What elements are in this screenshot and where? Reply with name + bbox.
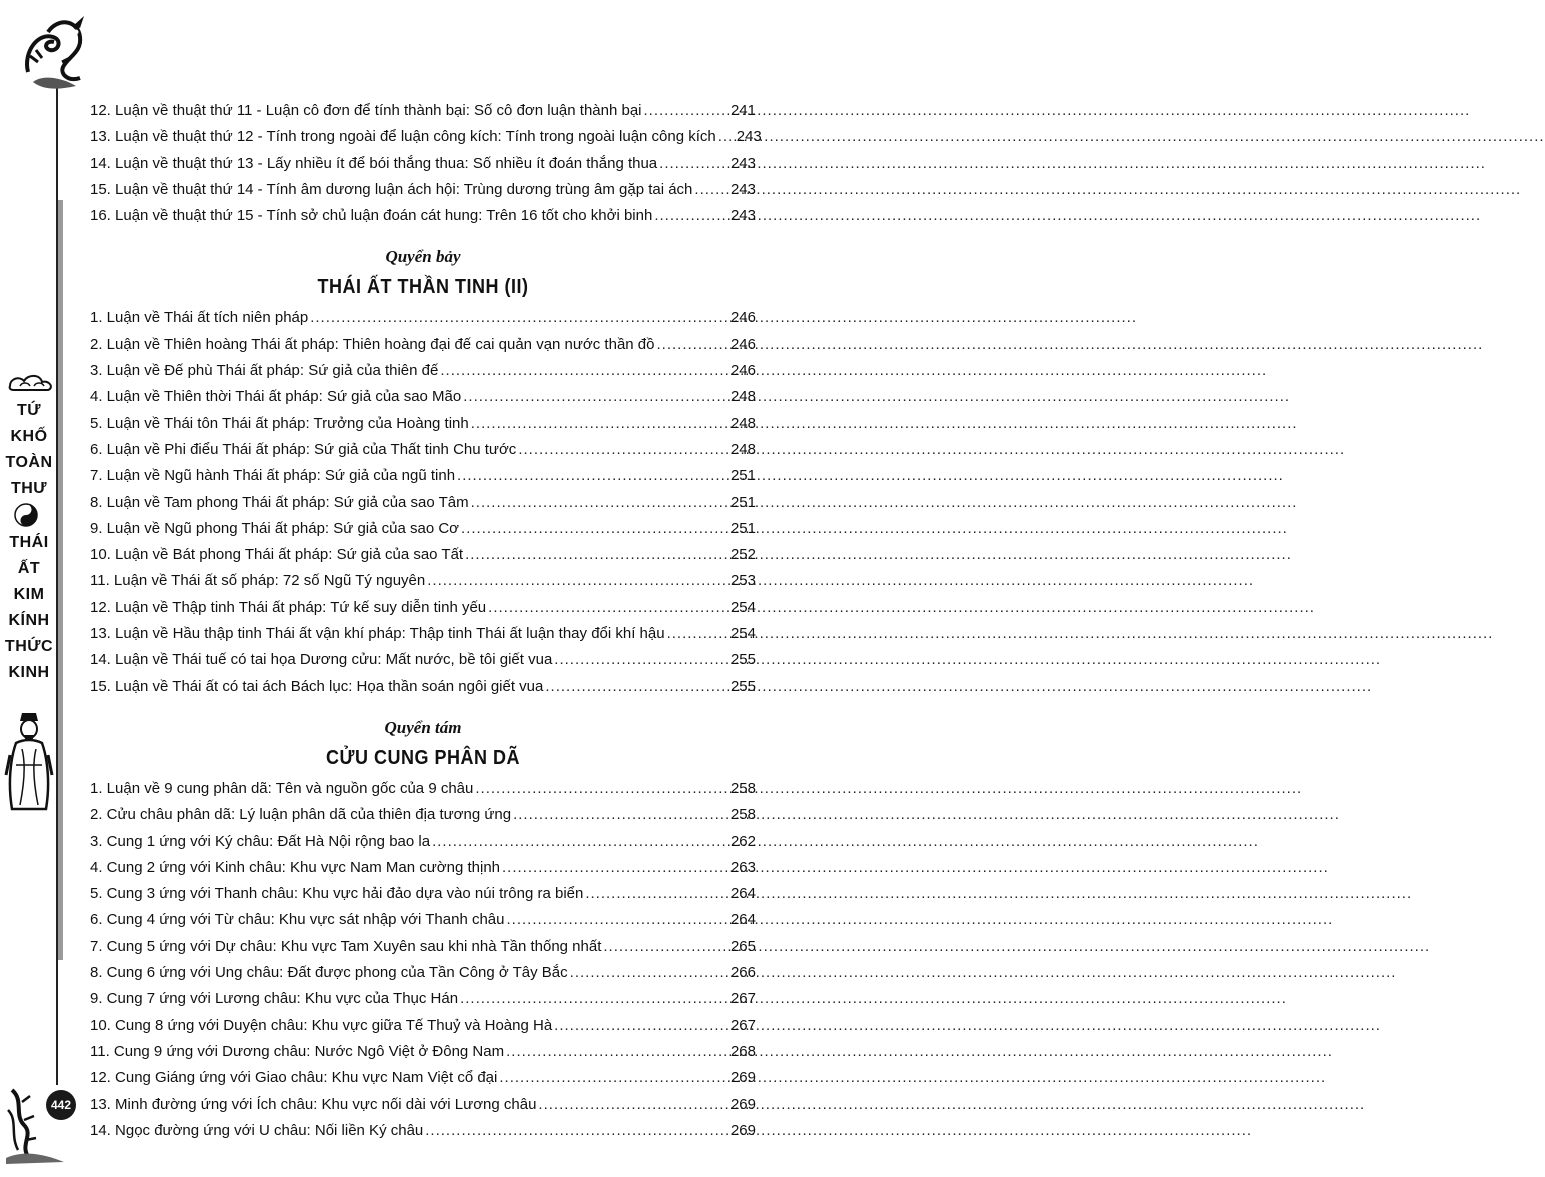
toc-entry-title: 12. Luận về Thập tinh Thái ất pháp: Tứ kế suy diễn tinh yếu [90,598,487,616]
toc-entry-title: 9. Luận về Ngũ phong Thái ất pháp: Sứ giả của sao Cơ [90,519,460,537]
toc-entry-title: 1. Luận về 9 cung phân dã: Tên và nguồn gốc của 9 châu [90,779,474,797]
toc-section-book-7 [90,305,756,699]
sage-figure-icon [4,705,54,815]
cloud-icon [6,372,56,394]
toc-entry-page: 243 [730,180,756,198]
toc-entry-page: 269 [730,1069,756,1087]
toc-entry[interactable] [90,595,756,621]
dot-leader [427,568,720,594]
toc-entry[interactable] [90,934,756,960]
toc-entry-title: 3. Luận về Đế phù Thái ất pháp: Sứ giả của thiên đế [90,362,439,380]
toc-entry[interactable] [90,305,756,331]
toc-entry[interactable] [90,358,756,384]
toc-entry-page: 258 [730,779,756,797]
dot-leader [718,124,726,150]
toc-entry-page: 254 [730,625,756,643]
toc-entry[interactable] [90,516,756,542]
toc-entry-title: 2. Cửu châu phân dã: Lý luận phân dã của thiên địa tương ứng [90,806,512,824]
toc-entry[interactable] [90,960,756,986]
dot-leader [425,1118,720,1144]
left-margin [0,0,80,1177]
toc-entry-page: 267 [730,990,756,1008]
toc-entry[interactable] [90,490,756,516]
toc-entry-page: 243 [730,154,756,172]
dot-leader [667,621,720,647]
toc-entry[interactable] [90,411,756,437]
toc-entry-page: 243 [736,128,762,146]
side-title-word: KHỐ [10,428,48,445]
toc-entry[interactable] [90,98,756,124]
dot-leader [432,829,720,855]
dot-leader [457,463,720,489]
toc-entry[interactable] [90,568,756,594]
toc-entry[interactable] [90,1065,756,1091]
toc-entry-title: 10. Cung 8 ứng với Duyện châu: Khu vực giữa Tế Thuỷ và Hoàng Hà [90,1016,553,1034]
toc-entry-title: 6. Luận về Phi điểu Thái ất pháp: Sứ giả của Thất tinh Chu tước [90,440,517,458]
toc-entry-page: 267 [730,1016,756,1034]
dragon-icon [18,12,98,92]
toc-entry[interactable] [90,1039,756,1065]
toc-entry-title: 8. Cung 6 ứng với Ung châu: Đất được phong của Tần Công ở Tây Bắc [90,964,568,982]
dot-leader [460,986,720,1012]
toc-entry[interactable] [90,437,756,463]
toc-entry-page: 248 [730,388,756,406]
toc-entry-page: 253 [730,572,756,590]
toc-entry-title: 6. Cung 4 ứng với Từ châu: Khu vực sát nhập với Thanh châu [90,911,505,929]
toc-entry-page: 263 [730,858,756,876]
dot-leader [488,595,720,621]
toc-entry-page: 243 [730,207,756,225]
toc-entry-title: 13. Minh đường ứng với Ích châu: Khu vực nối dài với Lương châu [90,1095,537,1113]
toc-entry-page: 255 [730,677,756,695]
toc-entry-title: 12. Luận về thuật thứ 11 - Luận cô đơn để tính thành bại: Số cô đơn luận thành bại [90,102,642,119]
dot-leader [513,802,720,828]
dot-leader [465,542,720,568]
dot-leader [461,516,720,542]
toc-entry[interactable] [90,463,756,489]
toc-entry-title: 10. Luận về Bát phong Thái ất pháp: Sứ giả của sao Tất [90,546,464,564]
toc-entry-page: 248 [730,414,756,432]
toc-entry[interactable] [90,1118,756,1144]
toc-entry[interactable] [90,621,756,647]
toc-entry-page: 266 [730,964,756,982]
toc-entry[interactable] [90,203,756,229]
toc-entry[interactable] [90,332,756,358]
toc-entry-page: 248 [730,440,756,458]
toc-entry-page: 255 [730,651,756,669]
section-heading: Quyển bảy [385,247,461,267]
dot-leader [603,934,720,960]
side-title-word: KÍNH [8,612,50,629]
toc-entry-title: 7. Luận về Ngũ hành Thái ất pháp: Sứ giả của ngũ tinh [90,467,456,485]
dot-leader [463,384,720,410]
toc-entry-title: 14. Ngọc đường ứng với U châu: Nối liền Ký châu [90,1121,424,1139]
toc-entry-page: 262 [730,832,756,850]
toc-entry[interactable] [90,177,756,203]
toc-entry[interactable] [90,1013,756,1039]
side-title-word: ẤT [17,560,41,577]
dot-leader [554,1013,720,1039]
toc-entry-title: 5. Cung 3 ứng với Thanh châu: Khu vực hải đảo dựa vào núi trông ra biển [90,885,584,903]
toc-entry-title: 4. Cung 2 ứng với Kinh châu: Khu vực Nam Man cường thịnh [90,858,501,876]
toc-entry[interactable] [90,1092,756,1118]
dot-leader [585,881,720,907]
side-title-book [0,530,58,686]
side-title-word: THƯ [10,480,48,497]
toc-entry-page: 269 [730,1095,756,1113]
toc-entry[interactable] [90,855,756,881]
toc-entry-title: 14. Luận về thuật thứ 13 - Lấy nhiều ít để bói thắng thua: Số nhiều ít đoán thắng thua [90,154,658,172]
margin-bar [58,200,63,960]
dot-leader [644,98,720,124]
toc-entry-page: 258 [730,806,756,824]
dot-leader [538,1092,720,1118]
dot-leader [545,674,720,700]
section-title: THÁI ẤT THẦN TINH (II) [317,274,529,298]
side-title-word: KIM [13,586,45,603]
toc-entry-page: 268 [730,1042,756,1060]
dot-leader [475,776,720,802]
side-title-series [0,398,58,502]
toc-entry-title: 16. Luận về thuật thứ 15 - Tính sở chủ luận đoán cát hung: Trên 16 tốt cho khởi binh [90,207,653,225]
toc-entry-page: 251 [730,467,756,485]
dot-leader [440,358,720,384]
toc-section-continued [90,98,762,229]
toc-entry-page: 264 [730,885,756,903]
toc-entry[interactable] [90,674,756,700]
toc-section-book-8 [90,776,756,1144]
toc-entry-page: 246 [730,309,756,327]
toc-entry[interactable] [90,384,756,410]
toc-entry-title: 15. Luận về Thái ất có tai ách Bách lục: Họa thần soán ngôi giết vua [90,677,544,695]
toc-entry-title: 11. Luận về Thái ất số pháp: 72 số Ngũ Tý nguyên [90,572,426,590]
dot-leader [654,203,720,229]
side-title-word: THÁI [9,534,49,551]
toc-entry-page: 241 [730,102,756,119]
toc-entry-title: 3. Cung 1 ứng với Ký châu: Đất Hà Nội rộng bao la [90,832,431,850]
dragon-icon [4,1080,84,1165]
yin-yang-icon [14,503,38,527]
toc-entry-page: 265 [730,937,756,955]
dot-leader [506,1039,720,1065]
side-title-word: THỨC [4,638,54,655]
toc-entry-page: 246 [730,335,756,353]
toc-entry-title: 15. Luận về thuật thứ 14 - Tính âm dương luận ách hội: Trùng dương trùng âm gặp tai ách [90,180,693,198]
toc-entry-title: 8. Luận về Tam phong Thái ất pháp: Sứ giả của sao Tâm [90,493,469,511]
toc-entry-page: 246 [730,362,756,380]
toc-entry-page: 251 [730,519,756,537]
toc-entry[interactable] [90,776,756,802]
dot-leader [502,855,720,881]
toc-entry-page: 251 [730,493,756,511]
dot-leader [659,151,720,177]
table-of-contents [90,98,762,1144]
dot-leader [471,411,720,437]
dot-leader [656,332,720,358]
toc-entry-title: 4. Luận về Thiên thời Thái ất pháp: Sứ giả của sao Mão [90,388,462,406]
toc-entry[interactable] [90,802,756,828]
toc-entry-page: 264 [730,911,756,929]
toc-entry-title: 11. Cung 9 ứng với Dương châu: Nước Ngô Việt ở Đông Nam [90,1042,505,1060]
side-title-word: KINH [8,664,50,681]
toc-entry-title: 12. Cung Giáng ứng với Giao châu: Khu vực Nam Việt cổ đại [90,1069,498,1087]
dot-leader [310,305,720,331]
toc-entry-title: 14. Luận về Thái tuế có tai họa Dương cửu: Mất nước, bề tôi giết vua [90,651,553,669]
toc-entry[interactable] [90,881,756,907]
section-title: CỬU CUNG PHÂN DÃ [326,745,520,769]
dot-leader [471,490,720,516]
toc-entry[interactable] [90,151,756,177]
toc-entry-page: 269 [730,1121,756,1139]
dot-leader [499,1065,720,1091]
toc-entry-title: 9. Cung 7 ứng với Lương châu: Khu vực của Thục Hán [90,990,459,1008]
toc-entry-title: 2. Luận về Thiên hoàng Thái ất pháp: Thiên hoàng đại đế cai quản vạn nước thần đồ [90,335,655,353]
toc-entry[interactable] [90,124,762,150]
toc-entry[interactable] [90,542,756,568]
side-title-word: TOÀN [5,454,53,471]
toc-entry[interactable] [90,829,756,855]
page-number-badge: 442 [46,1090,76,1120]
toc-entry-title: 13. Luận về Hầu thập tinh Thái ất vận khí pháp: Thập tinh Thái ất luận thay đổi khí hậu [90,625,665,643]
toc-entry-page: 254 [730,598,756,616]
side-title-word: TỨ [16,402,42,419]
toc-entry[interactable] [90,647,756,673]
toc-entry[interactable] [90,907,756,933]
dot-leader [554,647,720,673]
dot-leader [506,907,720,933]
section-heading: Quyển tám [384,717,462,737]
toc-entry-title: 5. Luận về Thái tôn Thái ất pháp: Trưởng của Hoàng tinh [90,414,469,432]
toc-entry-page: 252 [730,546,756,564]
toc-entry-title: 13. Luận về thuật thứ 12 - Tính trong ngoài để luận công kích: Tính trong ngoài luận công kích [90,128,716,146]
dot-leader [518,437,720,463]
toc-entry-title: 7. Cung 5 ứng với Dự châu: Khu vực Tam Xuyên sau khi nhà Tần thống nhất [90,937,602,955]
toc-entry-title: 1. Luận về Thái ất tích niên pháp [90,309,309,327]
dot-leader [694,177,720,203]
dot-leader [570,960,720,986]
toc-entry[interactable] [90,986,756,1012]
